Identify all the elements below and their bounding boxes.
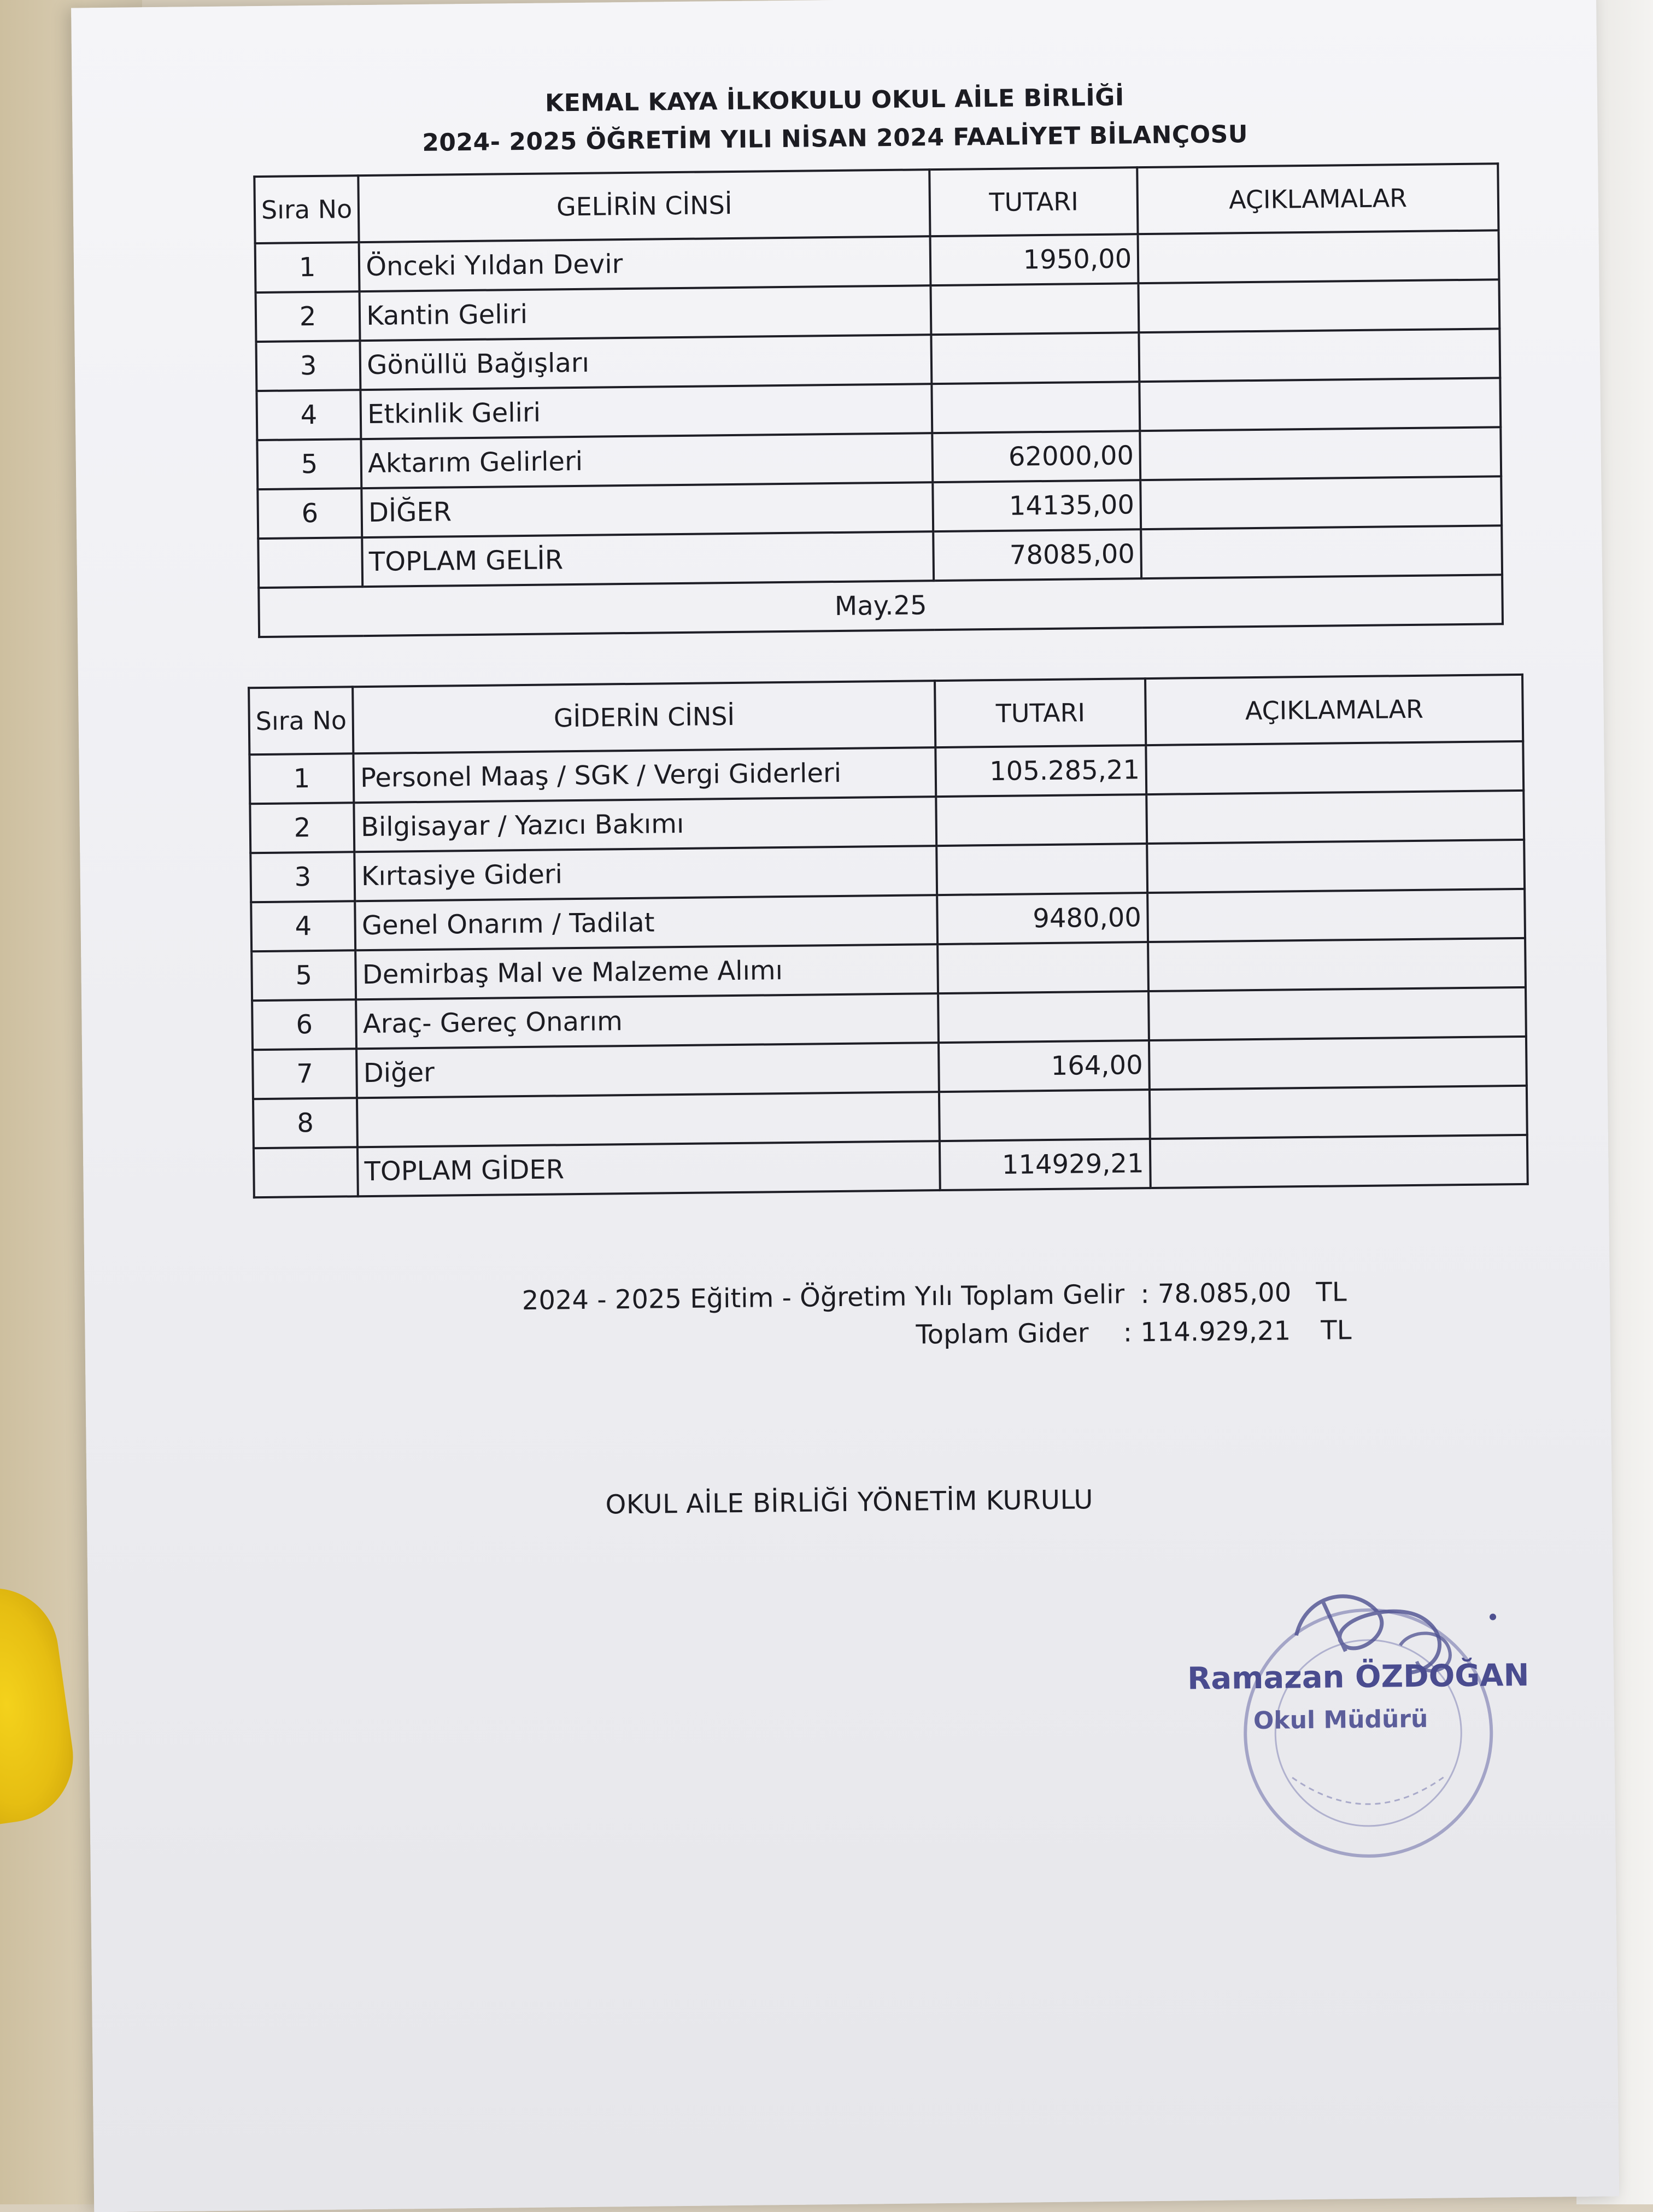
summary-income-unit: TL	[1316, 1277, 1347, 1308]
document-page	[71, 0, 1619, 2212]
document-title: KEMAL KAYA İLKOKULU OKUL AİLE BİRLİĞİ	[544, 83, 1124, 118]
row-notes	[1139, 279, 1500, 332]
row-no: 3	[256, 341, 360, 391]
row-desc: Kantin Geliri	[360, 285, 931, 341]
row-desc: Etkinlik Geliri	[361, 384, 933, 439]
income-total-label: TOPLAM GELİR	[362, 531, 934, 587]
expense-header-desc: GİDERİN CİNSİ	[353, 681, 935, 753]
income-header-amount: TUTARI	[930, 167, 1138, 236]
row-notes	[1146, 741, 1524, 794]
row-desc: Araç- Gereç Onarım	[356, 993, 939, 1049]
income-header-row	[254, 163, 1498, 243]
summary-income-line	[522, 1277, 1347, 1316]
row-amount	[931, 332, 1140, 384]
row-desc: Kırtasiye Gideri	[355, 846, 937, 901]
row-no: 6	[257, 488, 362, 539]
row-no: 4	[251, 901, 355, 951]
row-notes	[1150, 1086, 1527, 1139]
row-notes	[1140, 427, 1502, 480]
expense-header-notes: AÇIKLAMALAR	[1145, 675, 1523, 745]
row-amount	[932, 382, 1140, 433]
income-header-desc: GELİRİN CİNSİ	[359, 169, 930, 242]
income-header-no: Sıra No	[254, 175, 359, 243]
total-notes-cell	[1150, 1135, 1528, 1188]
row-desc: Personel Maaş / SGK / Vergi Giderleri	[354, 747, 936, 803]
row-desc: Genel Onarım / Tadilat	[355, 895, 937, 950]
summary-expense-label: Toplam Gider	[916, 1318, 1089, 1350]
row-no: 8	[253, 1098, 357, 1148]
row-no: 7	[253, 1049, 357, 1099]
row-amount	[937, 942, 1148, 993]
row-amount	[936, 794, 1147, 846]
income-table	[253, 162, 1504, 638]
row-amount: 62000,00	[933, 431, 1141, 482]
row-desc: Demirbaş Mal ve Malzeme Alımı	[355, 944, 938, 999]
total-no-cell	[254, 1147, 358, 1197]
row-notes	[1148, 938, 1526, 991]
summary-income-label: 2024 - 2025 Eğitim - Öğretim Yılı Toplam Gelir	[521, 1279, 1125, 1316]
expense-total-label: TOPLAM GİDER	[357, 1141, 940, 1196]
row-amount	[939, 1090, 1150, 1141]
row-no: 2	[250, 803, 354, 853]
row-no: 2	[256, 291, 360, 342]
row-notes	[1140, 476, 1502, 529]
expense-header-amount: TUTARI	[935, 678, 1146, 747]
row-no: 4	[256, 390, 361, 440]
row-no: 5	[257, 439, 361, 489]
row-amount	[936, 844, 1147, 895]
row-amount	[931, 283, 1139, 335]
row-amount: 1950,00	[930, 234, 1139, 285]
summary-income-value: : 78.085,00	[1140, 1277, 1292, 1310]
board-title: OKUL AİLE BİRLİĞİ YÖNETİM KURULU	[605, 1484, 1094, 1520]
row-notes	[1139, 329, 1500, 382]
row-desc: Diğer	[356, 1043, 939, 1098]
row-notes	[1140, 378, 1501, 431]
row-notes	[1147, 889, 1525, 942]
summary-expense-value: : 114.929,21	[1123, 1315, 1291, 1348]
signature-name: Ramazan ÖZDOĞAN	[1187, 1657, 1529, 1697]
income-total-amount: 78085,00	[933, 529, 1141, 581]
row-amount	[938, 991, 1149, 1043]
row-amount: 14135,00	[933, 480, 1141, 531]
expense-table	[248, 674, 1529, 1198]
expense-header-no: Sıra No	[249, 687, 354, 754]
row-notes	[1138, 230, 1499, 283]
row-no: 1	[249, 753, 354, 804]
row-notes	[1149, 1037, 1527, 1090]
row-no: 3	[250, 852, 355, 902]
row-amount: 105.285,21	[936, 745, 1147, 797]
month-label: May.25	[259, 575, 1503, 637]
row-desc: Aktarım Gelirleri	[361, 433, 933, 488]
total-no-cell	[258, 537, 362, 588]
row-no: 1	[255, 242, 360, 292]
document-subtitle: 2024- 2025 ÖĞRETİM YILI NİSAN 2024 FAALİYET BİLANÇOSU	[422, 120, 1248, 157]
row-no: 6	[252, 999, 356, 1050]
summary-expense-unit: TL	[1321, 1315, 1352, 1346]
row-desc: DİĞER	[362, 482, 934, 537]
summary-expense-line	[916, 1315, 1351, 1350]
row-desc: Bilgisayar / Yazıcı Bakımı	[354, 797, 937, 852]
expense-header-row	[249, 675, 1523, 754]
row-desc: Gönüllü Bağışları	[360, 335, 932, 390]
row-desc: Önceki Yıldan Devir	[359, 236, 931, 291]
row-notes	[1148, 987, 1526, 1040]
row-amount: 9480,00	[937, 893, 1148, 944]
signature-title: Okul Müdürü	[1253, 1705, 1428, 1735]
row-desc	[357, 1092, 940, 1147]
total-notes-cell	[1141, 525, 1502, 578]
expense-total-amount: 114929,21	[940, 1139, 1151, 1190]
row-notes	[1147, 840, 1525, 893]
row-amount: 164,00	[939, 1040, 1150, 1092]
row-no: 5	[251, 950, 356, 1000]
income-header-notes: AÇIKLAMALAR	[1138, 163, 1499, 234]
row-notes	[1147, 791, 1525, 844]
